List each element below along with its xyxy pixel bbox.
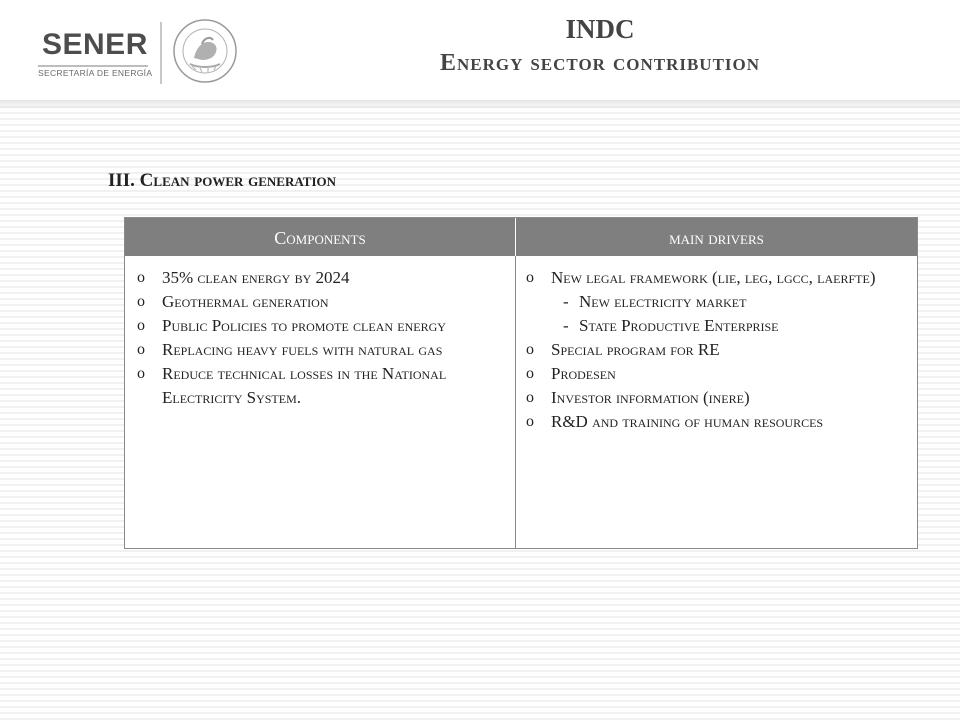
list-item bbox=[137, 338, 497, 362]
driver-text: Special program for RE bbox=[551, 340, 720, 359]
list-item bbox=[526, 386, 911, 410]
section-title: III. Clean power generation bbox=[108, 170, 337, 191]
logo-name: SENER bbox=[42, 28, 148, 61]
component-text: Replacing heavy fuels with natural gas bbox=[162, 340, 443, 359]
driver-text: Investor information (inere) bbox=[551, 388, 750, 407]
bullet-marker: o bbox=[526, 389, 534, 406]
column-separator bbox=[515, 256, 516, 548]
driver-text: New legal framework (lie, leg, lgcc, laerfte) bbox=[551, 268, 876, 287]
sub-list-item bbox=[551, 290, 911, 314]
components-drivers-table bbox=[124, 217, 918, 549]
list-item bbox=[526, 266, 911, 338]
mexican-seal-icon bbox=[172, 18, 238, 84]
list-item bbox=[526, 410, 911, 434]
sub-list-item bbox=[551, 314, 911, 338]
slide-subtitle: Energy sector contribution bbox=[439, 50, 761, 76]
bullet-marker: o bbox=[137, 317, 145, 334]
slide-title: INDC bbox=[565, 14, 635, 44]
driver-text: Prodesen bbox=[551, 364, 616, 383]
driver-text: R&D and training of human resources bbox=[551, 412, 824, 431]
list-item bbox=[137, 266, 497, 290]
sub-driver-text: New electricity market bbox=[579, 292, 747, 311]
bullet-marker: o bbox=[526, 365, 534, 382]
table-header-row bbox=[125, 218, 917, 256]
drivers-list bbox=[526, 266, 911, 434]
dash-marker: - bbox=[563, 316, 569, 335]
bullet-marker: o bbox=[526, 413, 534, 430]
sub-list bbox=[551, 290, 911, 338]
component-text: Reduce technical losses in the National Electricity System. bbox=[162, 364, 447, 407]
list-item bbox=[137, 290, 497, 314]
component-text: Public Policies to promote clean energy bbox=[162, 316, 446, 335]
logo-rule bbox=[38, 65, 148, 67]
bullet-marker: o bbox=[526, 341, 534, 358]
header-main-drivers: main drivers bbox=[669, 228, 764, 248]
logo-divider bbox=[160, 22, 162, 84]
bullet-marker: o bbox=[137, 365, 145, 382]
header-components: Components bbox=[274, 228, 366, 248]
dash-marker: - bbox=[563, 292, 569, 311]
list-item bbox=[526, 362, 911, 386]
list-item bbox=[137, 362, 497, 410]
bullet-marker: o bbox=[526, 269, 534, 286]
components-list bbox=[137, 266, 497, 410]
logo-subtitle: SECRETARÍA DE ENERGÍA bbox=[38, 68, 153, 78]
bullet-marker: o bbox=[137, 293, 145, 310]
component-text: 35% clean energy by 2024 bbox=[162, 268, 350, 287]
list-item bbox=[526, 338, 911, 362]
bullet-marker: o bbox=[137, 341, 145, 358]
bullet-marker: o bbox=[137, 269, 145, 286]
component-text: Geothermal generation bbox=[162, 292, 329, 311]
sub-driver-text: State Productive Enterprise bbox=[579, 316, 779, 335]
sener-logo bbox=[36, 26, 156, 76]
header-shadow bbox=[0, 100, 960, 110]
list-item bbox=[137, 314, 497, 338]
